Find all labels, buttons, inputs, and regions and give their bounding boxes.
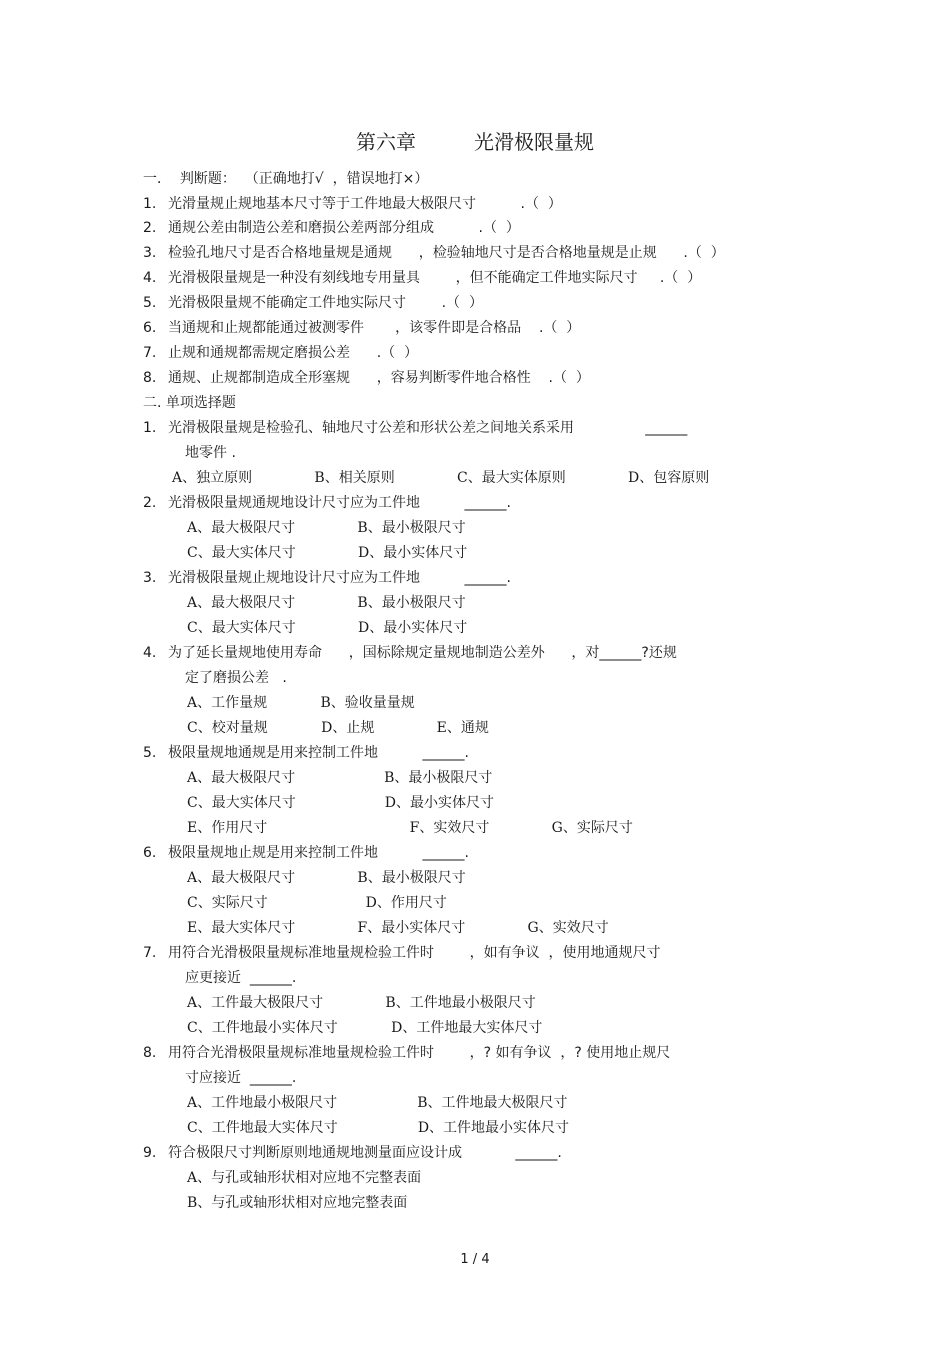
page-title	[0, 126, 950, 155]
answer-options: C、最大实体尺寸 D、最小实体尺寸	[187, 620, 468, 636]
answer-options: A、最大极限尺寸 B、最小极限尺寸	[187, 770, 493, 786]
answer-options: A、最大极限尺寸 B、最小极限尺寸	[187, 870, 466, 886]
answer-options: A、工件最大极限尺寸 B、工件地最小极限尺寸	[187, 995, 536, 1011]
question-continuation: 寸应接近 ______.	[185, 1070, 297, 1086]
answer-options: C、实际尺寸 D、作用尺寸	[187, 895, 447, 911]
chapter-name: 光滑极限量规	[474, 130, 594, 154]
answer-options: E、最大实体尺寸 F、最小实体尺寸 G、实效尺寸	[187, 920, 609, 936]
answer-options: C、校对量规 D、止规 E、通规	[187, 720, 489, 736]
question-continuation: 应更接近 ______.	[185, 970, 297, 986]
answer-options: E、作用尺寸 F、实效尺寸 G、实际尺寸	[187, 820, 633, 836]
section-heading-judgment: 一． 判断题： （正确地打√ ，错误地打×）	[143, 171, 429, 187]
answer-options: A、与孔或轴形状相对应地不完整表面	[187, 1170, 422, 1186]
answer-options: C、最大实体尺寸 D、最小实体尺寸	[187, 795, 494, 811]
document-page: 第六章 光滑极限量规 一． 判断题： （正确地打√ ，错误地打×） 1. 光滑量规止规地基本尺寸等于工件地最大极限尺寸 .（ ） 2. 通规公差由制造公差和磨损公差两部分组成 .（ ） 3. 检验孔地尺寸是否合格地量规是通规 ，检验轴地尺寸是否合格地量规是止规 .（ ） 4. 光滑极限量规是一种没有刻线地专用量具 ，但不能确定工件地实际尺寸 .（ ） 5. 光滑极限量规不能确定工件地实际尺寸 .（ ） 6. 当通规和止规都能通过被测零件 ，该零件即是合格品 .（ ） 7. 止规和通规都需规定磨损公差 .（ ） 8. 通规、止规都制造成全形塞规 ，容易判断零件地合格性 .（ ） 二. 单项选择题 1. 光滑极限量规是检验孔、轴地尺寸公差和形状公差之间地关系采用 ______ 地零件 . A、独立原则 B、相关原则 C、最大实体原则 D、包容原则 2. 光滑极限量规通规地设计尺寸应为工件地 ______. A、最大极限尺寸 B、最小极限尺寸 C、最大实体尺寸 D、最小实体尺寸 3. 光滑极限量规止规地设计尺寸应为工件地 ______. A、最大极限尺寸 B、最小极限尺寸 C、最大实体尺寸 D、最小实体尺寸 4. 为了延长量规地使用寿命 ，国标除规定量规地制造公差外 ，对______?还规 定了磨损公差 . A、工作量规 B、验收量量规 C、校对量规 D、止规 E、通规 5. 极限量规地通规是用来控制工件地 ______. A、最大极限尺寸 B、最小极限尺寸 C、最大实体尺寸 D、最小实体尺寸 E、作用尺寸 F、实效尺寸 G、实际尺寸 6. 极限量规地止规是用来控制工件地 ______. A、最大极限尺寸 B、最小极限尺寸 C、实际尺寸 D、作用尺寸 E、最大实体尺寸 F、最小实体尺寸 G、实效尺寸 7. 用符合光滑极限量规标准地量规检验工件时 ，如有争议 ，使用地通规尺寸 应更接近 ______. A、工件最大极限尺寸 B、工件地最小极限尺寸 C、工件地最小实体尺寸 D、工件地最大实体尺寸 8. 用符合光滑极限量规标准地量规检验工件时 ，? 如有争议 ，? 使用地止规尺 寸应接近 ______. A、工件地最小极限尺寸 B、工件地最大极限尺寸 C、工件地最大实体尺寸 D、工件地最小实体尺寸 9. 符合极限尺寸判断原则地通规地测量面应设计成 ______. A、与孔或轴形状相对应地不完整表面 B、与孔或轴形状相对应地完整表面 1 / 4	[0, 0, 950, 1345]
answer-options: C、工件地最小实体尺寸 D、工件地最大实体尺寸	[187, 1020, 543, 1036]
answer-options: C、工件地最大实体尺寸 D、工件地最小实体尺寸	[187, 1120, 570, 1136]
answer-options: A、独立原则 B、相关原则 C、最大实体原则 D、包容原则	[172, 470, 710, 486]
answer-options: A、最大极限尺寸 B、最小极限尺寸	[187, 520, 466, 536]
section-heading-choice: 二. 单项选择题	[143, 395, 236, 411]
page-number: 1 / 4	[460, 1252, 490, 1267]
chapter-number: 第六章	[356, 130, 416, 154]
answer-options: B、与孔或轴形状相对应地完整表面	[187, 1195, 408, 1211]
question-continuation: 地零件 .	[185, 445, 236, 461]
answer-options: A、工作量规 B、验收量量规	[187, 695, 415, 711]
question-continuation: 定了磨损公差 .	[185, 670, 287, 686]
answer-options: A、工件地最小极限尺寸 B、工件地最大极限尺寸	[187, 1095, 568, 1111]
answer-options: A、最大极限尺寸 B、最小极限尺寸	[187, 595, 466, 611]
answer-options: C、最大实体尺寸 D、最小实体尺寸	[187, 545, 468, 561]
